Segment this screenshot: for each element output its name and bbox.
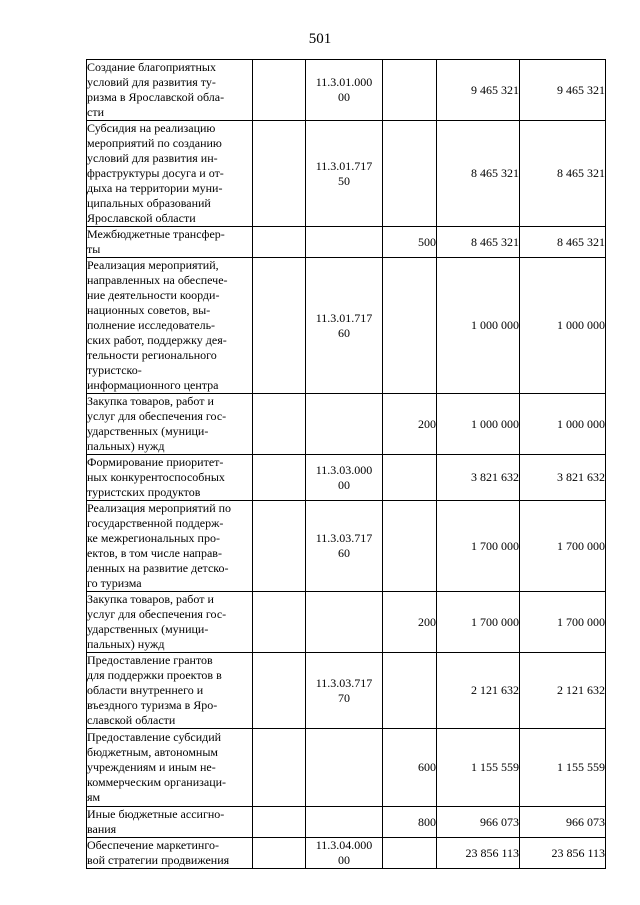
empty-cell (253, 501, 306, 592)
amount-cell: 966 073 (437, 807, 520, 838)
amount-cell: 9 465 321 (520, 60, 606, 121)
amount-cell: 1 155 559 (520, 729, 606, 807)
empty-cell (253, 653, 306, 729)
amount-cell: 9 465 321 (437, 60, 520, 121)
item-name-cell: Создание благоприятных условий для развития ту- ризма в Ярославской обла- сти (87, 60, 253, 121)
code-cell: 11.3.01.717 60 (306, 258, 383, 394)
empty-cell (253, 455, 306, 501)
table-row (87, 258, 606, 394)
expense-type-cell (383, 501, 437, 592)
table-row (87, 121, 606, 227)
amount-cell: 1 700 000 (520, 501, 606, 592)
item-name-cell: Формирование приоритет- ных конкурентоспособных туристских продуктов (87, 455, 253, 501)
table-row (87, 729, 606, 807)
empty-cell (253, 258, 306, 394)
expense-type-cell (383, 258, 437, 394)
budget-table (86, 59, 606, 869)
amount-cell: 1 000 000 (520, 258, 606, 394)
item-name-cell: Иные бюджетные ассигно- вания (87, 807, 253, 838)
table-row (87, 838, 606, 869)
item-name-cell: Закупка товаров, работ и услуг для обеспечения гос- ударственных (муници- пальных) нужд (87, 592, 253, 653)
amount-cell: 1 000 000 (437, 394, 520, 455)
item-name-cell: Межбюджетные трансфер- ты (87, 227, 253, 258)
item-name-cell: Предоставление грантов для поддержки проектов в области внутреннего и въездного туризма в Яро- славской области (87, 653, 253, 729)
table-row (87, 60, 606, 121)
empty-cell (253, 592, 306, 653)
item-name-cell: Субсидия на реализацию мероприятий по созданию условий для развития ин- фраструктуры досуга и от- дыха на территории муни- ципальных образований Ярославской области (87, 121, 253, 227)
code-cell: 11.3.03.717 60 (306, 501, 383, 592)
table-row (87, 394, 606, 455)
item-name-cell: Реализация мероприятий, направленных на обеспече- ние деятельности коорди- национных советов, вы- полнение исследователь- ских работ, поддержку дея- тельности регионального туристско- информационного центра (87, 258, 253, 394)
expense-type-cell (383, 653, 437, 729)
amount-cell: 23 856 113 (520, 838, 606, 869)
code-cell: 11.3.01.000 00 (306, 60, 383, 121)
table-row (87, 592, 606, 653)
table-row (87, 227, 606, 258)
amount-cell: 3 821 632 (520, 455, 606, 501)
code-cell: 11.3.04.000 00 (306, 838, 383, 869)
amount-cell: 23 856 113 (437, 838, 520, 869)
code-cell (306, 227, 383, 258)
code-cell: 11.3.01.717 50 (306, 121, 383, 227)
amount-cell: 1 155 559 (437, 729, 520, 807)
amount-cell: 3 821 632 (437, 455, 520, 501)
amount-cell: 1 700 000 (520, 592, 606, 653)
table-row (87, 653, 606, 729)
empty-cell (253, 121, 306, 227)
expense-type-cell (383, 838, 437, 869)
table-row (87, 455, 606, 501)
code-cell: 11.3.03.717 70 (306, 653, 383, 729)
page-number: 501 (308, 31, 332, 47)
code-cell (306, 807, 383, 838)
empty-cell (253, 807, 306, 838)
empty-cell (253, 394, 306, 455)
item-name-cell: Предоставление субсидий бюджетным, автономным учреждениям и иным не- коммерческим организаци- ям (87, 729, 253, 807)
amount-cell: 8 465 321 (437, 121, 520, 227)
item-name-cell: Обеспечение маркетинго- вой стратегии продвижения (87, 838, 253, 869)
amount-cell: 2 121 632 (437, 653, 520, 729)
code-cell (306, 729, 383, 807)
code-cell (306, 592, 383, 653)
amount-cell: 1 700 000 (437, 592, 520, 653)
code-cell (306, 394, 383, 455)
amount-cell: 1 700 000 (437, 501, 520, 592)
table-row (87, 501, 606, 592)
expense-type-cell (383, 121, 437, 227)
amount-cell: 966 073 (520, 807, 606, 838)
expense-type-cell: 200 (383, 394, 437, 455)
amount-cell: 8 465 321 (520, 227, 606, 258)
amount-cell: 8 465 321 (437, 227, 520, 258)
expense-type-cell (383, 60, 437, 121)
expense-type-cell: 200 (383, 592, 437, 653)
expense-type-cell: 800 (383, 807, 437, 838)
expense-type-cell (383, 455, 437, 501)
amount-cell: 1 000 000 (437, 258, 520, 394)
amount-cell: 2 121 632 (520, 653, 606, 729)
item-name-cell: Реализация мероприятий по государственной поддерж- ке межрегиональных про- ектов, в том числе направ- ленных на развитие детско- го туризма (87, 501, 253, 592)
table-row (87, 807, 606, 838)
empty-cell (253, 729, 306, 807)
expense-type-cell: 600 (383, 729, 437, 807)
empty-cell (253, 838, 306, 869)
item-name-cell: Закупка товаров, работ и услуг для обеспечения гос- ударственных (муници- пальных) нужд (87, 394, 253, 455)
expense-type-cell: 500 (383, 227, 437, 258)
amount-cell: 1 000 000 (520, 394, 606, 455)
code-cell: 11.3.03.000 00 (306, 455, 383, 501)
amount-cell: 8 465 321 (520, 121, 606, 227)
empty-cell (253, 60, 306, 121)
empty-cell (253, 227, 306, 258)
